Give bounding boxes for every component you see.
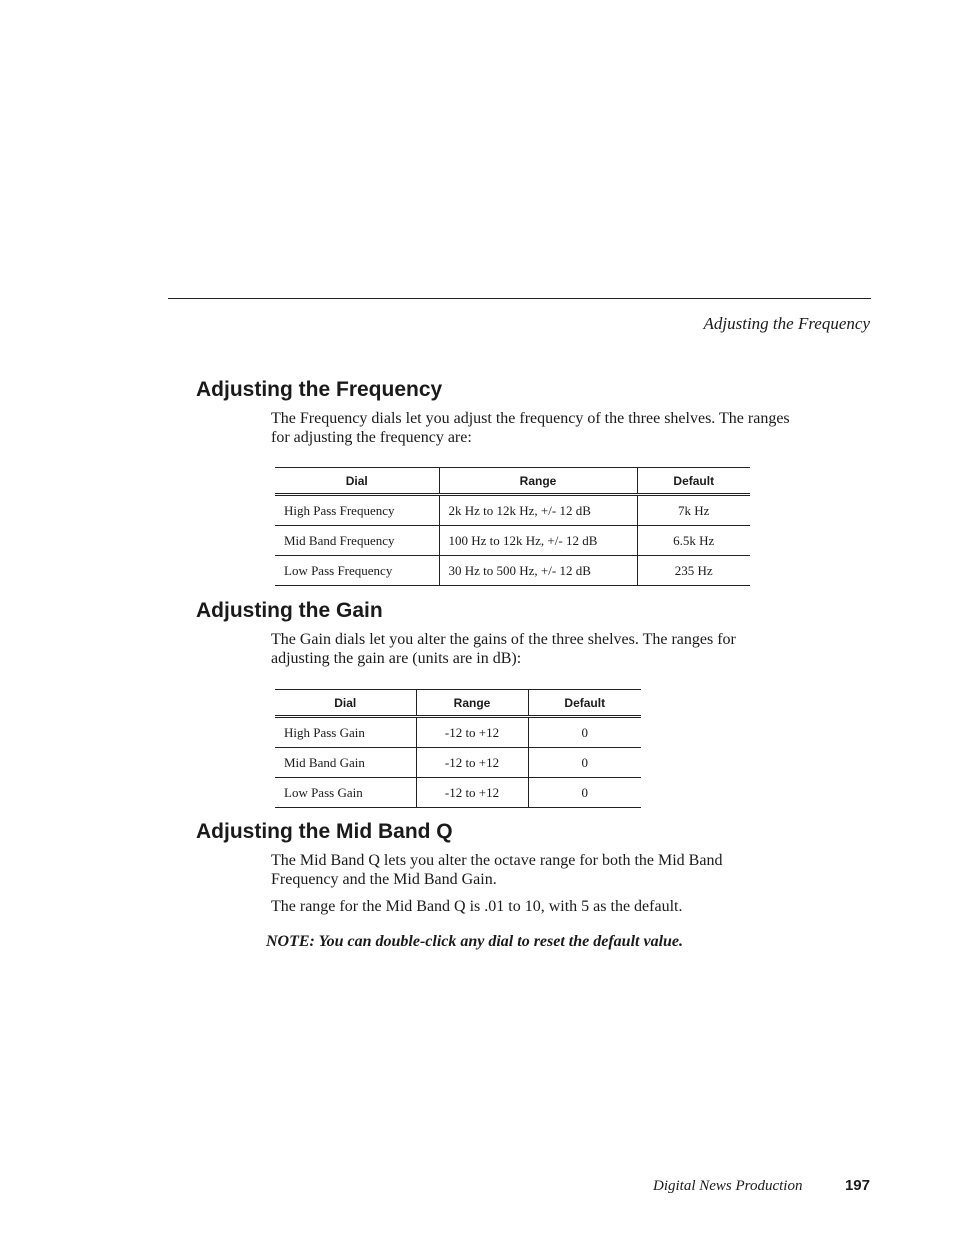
frequency-table: [275, 467, 750, 586]
cell-dial: Mid Band Gain: [275, 748, 416, 778]
cell-dial: High Pass Gain: [275, 717, 416, 748]
frequency-heading: Adjusting the Frequency: [196, 378, 443, 401]
table-row: [275, 556, 750, 586]
column-header-default: Default: [528, 690, 641, 717]
cell-range: -12 to +12: [416, 717, 528, 748]
table-row: [275, 526, 750, 556]
header-rule: [168, 298, 871, 299]
table-header-row: [275, 690, 641, 717]
note: NOTE: You can double-click any dial to reset the default value.: [266, 933, 684, 950]
gain-intro: The Gain dials let you alter the gains of the three shelves. The ranges for adjusting the gain are (units are in dB):: [271, 631, 736, 667]
cell-default: 0: [528, 748, 641, 778]
cell-dial: Mid Band Frequency: [275, 526, 439, 556]
table-row: [275, 495, 750, 526]
cell-default: 7k Hz: [637, 495, 750, 526]
table-row: [275, 778, 641, 808]
running-header: Adjusting the Frequency: [703, 314, 870, 333]
footer-book-title: Digital News Production: [653, 1178, 803, 1194]
column-header-dial: Dial: [275, 690, 416, 717]
cell-range: 30 Hz to 500 Hz, +/- 12 dB: [439, 556, 637, 586]
cell-range: -12 to +12: [416, 748, 528, 778]
gain-heading: Adjusting the Gain: [196, 599, 383, 622]
midq-paragraph-1: The Mid Band Q lets you alter the octave range for both the Mid Band Frequency and the Mid Band Gain.: [271, 852, 723, 888]
page-number: 197: [844, 1177, 870, 1194]
cell-dial: High Pass Frequency: [275, 495, 439, 526]
column-header-dial: Dial: [275, 468, 439, 495]
cell-default: 235 Hz: [637, 556, 750, 586]
cell-default: 0: [528, 778, 641, 808]
midq-paragraph-2: The range for the Mid Band Q is .01 to 10, with 5 as the default.: [271, 898, 683, 915]
cell-range: 2k Hz to 12k Hz, +/- 12 dB: [439, 495, 637, 526]
cell-range: -12 to +12: [416, 778, 528, 808]
table-header-row: [275, 468, 750, 495]
column-header-range: Range: [416, 690, 528, 717]
cell-dial: Low Pass Frequency: [275, 556, 439, 586]
gain-table: [275, 689, 641, 808]
cell-default: 6.5k Hz: [637, 526, 750, 556]
cell-dial: Low Pass Gain: [275, 778, 416, 808]
frequency-intro: The Frequency dials let you adjust the frequency of the three shelves. The ranges for adjusting the frequency are:: [271, 410, 790, 446]
cell-default: 0: [528, 717, 641, 748]
column-header-default: Default: [637, 468, 750, 495]
table-row: [275, 748, 641, 778]
midq-heading: Adjusting the Mid Band Q: [196, 820, 453, 843]
cell-range: 100 Hz to 12k Hz, +/- 12 dB: [439, 526, 637, 556]
table-row: [275, 717, 641, 748]
column-header-range: Range: [439, 468, 637, 495]
